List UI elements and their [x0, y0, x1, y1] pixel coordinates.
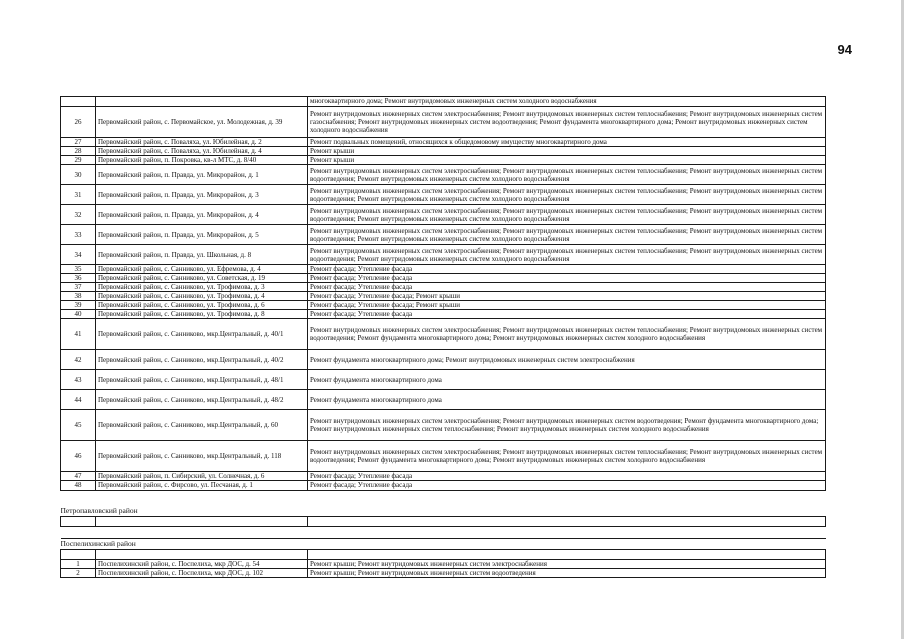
address-cell: Первомайский район, п. Правда, ул. Микрорайон, д. 3: [96, 185, 308, 205]
address-cell: Первомайский район, п. Правда, ул. Микрорайон, д. 4: [96, 205, 308, 225]
row-number-cell: 39: [61, 301, 96, 310]
row-number-cell: 35: [61, 265, 96, 274]
address-cell: Первомайский район, с. Санниково, мкр.Центральный, д. 48/2: [96, 390, 308, 410]
row-number-cell: 1: [61, 559, 96, 568]
row-number-cell: [61, 97, 96, 107]
blank-cell: [308, 549, 826, 559]
work-cell: Ремонт крыши: [308, 156, 826, 165]
table-row: [61, 390, 826, 410]
work-cell: многоквартирного дома; Ремонт внутридомовых инженерных систем холодного водоснабжения: [308, 97, 826, 107]
address-cell: Первомайский район, с. Санниково, мкр.Центральный, д. 40/1: [96, 319, 308, 350]
address-cell: Первомайский район, п. Покровка, кв-л МТС, д. 8/40: [96, 156, 308, 165]
table-row: [61, 472, 826, 481]
table-row: [61, 165, 826, 185]
table-row: [61, 310, 826, 319]
work-cell: Ремонт внутридомовых инженерных систем электроснабжения; Ремонт внутридомовых инженерных систем теплоснабжения; Ремонт внутридомовых инженерных систем водоотведения; Ремонт фундамента многоквартирного дома; Ремонт внутридомовых инженерных систем холодного водоснабжения: [308, 441, 826, 472]
table-row: [61, 283, 826, 292]
address-cell: Первомайский район, с. Санниково, ул. Трофимова, д. 8: [96, 310, 308, 319]
gap-row: [61, 526, 826, 538]
table-row: [61, 107, 826, 138]
blank-row: [61, 549, 826, 559]
address-cell: Первомайский район, п. Правда, ул. Школьная, д. 8: [96, 245, 308, 265]
table-row: [61, 292, 826, 301]
table-row: [61, 185, 826, 205]
work-cell: Ремонт фундамента многоквартирного дома; Ремонт внутридомовых инженерных систем электроснабжения: [308, 350, 826, 370]
work-cell: Ремонт внутридомовых инженерных систем электроснабжения; Ремонт внутридомовых инженерных систем теплоснабжения; Ремонт внутридомовых инженерных систем водоотведения; Ремонт фундамента многоквартирного дома; Ремонт внутридомовых инженерных систем холодного водоснабжения: [308, 319, 826, 350]
address-cell: [96, 97, 308, 107]
address-cell: Первомайский район, п. Правда, ул. Микрорайон, д. 5: [96, 225, 308, 245]
work-cell: Ремонт фасада; Утепление фасада: [308, 274, 826, 283]
table-row: [61, 147, 826, 156]
row-number-cell: 37: [61, 283, 96, 292]
page-number: 94: [837, 42, 852, 57]
work-cell: Ремонт подвальных помещений, относящихся к общедомовому имуществу многоквартирного дома: [308, 138, 826, 147]
work-cell: Ремонт внутридомовых инженерных систем электроснабжения; Ремонт внутридомовых инженерных систем теплоснабжения; Ремонт внутридомовых инженерных систем водоотведения; Ремонт внутридомовых инженерных систем холодного водоснабжения: [308, 245, 826, 265]
row-number-cell: 46: [61, 441, 96, 472]
repair-table: [60, 96, 826, 578]
address-cell: Первомайский район, с. Санниково, ул. Ефремова, д. 4: [96, 265, 308, 274]
table-row: [61, 350, 826, 370]
section-row: [61, 490, 826, 516]
work-cell: Ремонт крыши; Ремонт внутридомовых инженерных систем водоотведения: [308, 568, 826, 577]
work-cell: Ремонт внутридомовых инженерных систем электроснабжения; Ремонт внутридомовых инженерных систем теплоснабжения; Ремонт внутридомовых инженерных систем водоотведения; Ремонт внутридомовых инженерных систем холодного водоснабжения: [308, 225, 826, 245]
table-row: [61, 205, 826, 225]
work-cell: Ремонт внутридомовых инженерных систем электроснабжения; Ремонт внутридомовых инженерных систем теплоснабжения; Ремонт внутридомовых инженерных систем водоотведения; Ремонт внутридомовых инженерных систем холодного водоснабжения: [308, 205, 826, 225]
row-number-cell: 44: [61, 390, 96, 410]
work-cell: Ремонт крыши; Ремонт внутридомовых инженерных систем электроснабжения: [308, 559, 826, 568]
address-cell: Первомайский район, с. Санниково, ул. Трофимова, д. 4: [96, 292, 308, 301]
table-row: [61, 370, 826, 390]
row-number-cell: 27: [61, 138, 96, 147]
row-number-cell: 45: [61, 410, 96, 441]
address-cell: Первомайский район, с. Санниково, мкр.Центральный, д. 60: [96, 410, 308, 441]
work-cell: Ремонт фасада; Утепление фасада; Ремонт крыши: [308, 292, 826, 301]
address-cell: Поспелихинский район, с. Поспелиха, мкр ДОС, д. 102: [96, 568, 308, 577]
work-cell: Ремонт фасада; Утепление фасада: [308, 265, 826, 274]
address-cell: Поспелихинский район, с. Поспелиха, мкр ДОС, д. 54: [96, 559, 308, 568]
table-row: [61, 410, 826, 441]
work-cell: Ремонт внутридомовых инженерных систем электроснабжения; Ремонт внутридомовых инженерных систем теплоснабжения; Ремонт внутридомовых инженерных систем водоотведения; Ремонт внутридомовых инженерных систем холодного водоснабжения: [308, 165, 826, 185]
row-number-cell: 32: [61, 205, 96, 225]
address-cell: Первомайский район, п. Сибирский, ул. Солнечная, д. 6: [96, 472, 308, 481]
address-cell: Первомайский район, с. Поваляха, ул. Юбилейная, д. 4: [96, 147, 308, 156]
work-cell: Ремонт крыши: [308, 147, 826, 156]
row-number-cell: 31: [61, 185, 96, 205]
work-cell: Ремонт фундамента многоквартирного дома: [308, 370, 826, 390]
work-cell: Ремонт фасада; Утепление фасада: [308, 481, 826, 490]
work-cell: Ремонт фасада; Утепление фасада: [308, 310, 826, 319]
pospelikha-table-body: [61, 559, 826, 577]
blank-cell: [61, 549, 96, 559]
row-number-cell: 26: [61, 107, 96, 138]
table-row: [61, 319, 826, 350]
row-number-cell: 33: [61, 225, 96, 245]
table-row: [61, 138, 826, 147]
blank-cell: [61, 516, 96, 526]
gap-cell: [61, 526, 826, 538]
blank-cell: [308, 516, 826, 526]
row-number-cell: 28: [61, 147, 96, 156]
work-cell: Ремонт внутридомовых инженерных систем электроснабжения; Ремонт внутридомовых инженерных систем теплоснабжения; Ремонт внутридомовых инженерных систем газоснабжения; Ремонт внутридомовых инженерных систем водоотведения; Ремонт фундамента многоквартирного дома; Ремонт внутридомовых инженерных систем холодного водоснабжения: [308, 107, 826, 138]
row-number-cell: 30: [61, 165, 96, 185]
table-row: [61, 274, 826, 283]
table-row: [61, 156, 826, 165]
blank-cell: [96, 549, 308, 559]
blank-row: [61, 516, 826, 526]
table-row: [61, 225, 826, 245]
section-petropavlovsky: [61, 490, 826, 559]
row-number-cell: 43: [61, 370, 96, 390]
blank-cell: [96, 516, 308, 526]
section-title: Поспелихинский район: [61, 538, 826, 549]
table-row: [61, 265, 826, 274]
work-cell: Ремонт внутридомовых инженерных систем электроснабжения; Ремонт внутридомовых инженерных систем теплоснабжения; Ремонт внутридомовых инженерных систем водоотведения; Ремонт внутридомовых инженерных систем холодного водоснабжения: [308, 185, 826, 205]
address-cell: Первомайский район, с. Санниково, ул. Трофимова, д. 6: [96, 301, 308, 310]
address-cell: Первомайский район, с. Санниково, мкр.Центральный, д. 48/1: [96, 370, 308, 390]
address-cell: Первомайский район, с. Санниково, ул. Советская, д. 19: [96, 274, 308, 283]
row-number-cell: 41: [61, 319, 96, 350]
address-cell: Первомайский район, с. Санниково, ул. Трофимова, д. 3: [96, 283, 308, 292]
address-cell: Первомайский район, с. Фирсово, ул. Песчаная, д. 1: [96, 481, 308, 490]
table-row: [61, 559, 826, 568]
row-number-cell: 34: [61, 245, 96, 265]
work-cell: Ремонт фасада; Утепление фасада: [308, 283, 826, 292]
address-cell: Первомайский район, с. Первомайское, ул. Молодежная, д. 39: [96, 107, 308, 138]
row-number-cell: 38: [61, 292, 96, 301]
main-table-body: [61, 97, 826, 491]
section-row: [61, 538, 826, 549]
work-cell: Ремонт внутридомовых инженерных систем электроснабжения; Ремонт внутридомовых инженерных систем водоотведения; Ремонт фундамента многоквартирного дома; Ремонт внутридомовых инженерных систем теплоснабжения; Ремонт внутридомовых инженерных систем холодного водоснабжения: [308, 410, 826, 441]
work-cell: Ремонт фундамента многоквартирного дома: [308, 390, 826, 410]
table-row: [61, 568, 826, 577]
work-cell: Ремонт фасада; Утепление фасада; Ремонт крыши: [308, 301, 826, 310]
table-row: [61, 301, 826, 310]
address-cell: Первомайский район, п. Правда, ул. Микрорайон, д. 1: [96, 165, 308, 185]
table-row: [61, 245, 826, 265]
section-title: Петропавловский район: [61, 490, 826, 516]
table-row: [61, 97, 826, 107]
row-number-cell: 47: [61, 472, 96, 481]
row-number-cell: 40: [61, 310, 96, 319]
row-number-cell: 36: [61, 274, 96, 283]
table-row: [61, 481, 826, 490]
address-cell: Первомайский район, с. Санниково, мкр.Центральный, д. 118: [96, 441, 308, 472]
row-number-cell: 2: [61, 568, 96, 577]
row-number-cell: 48: [61, 481, 96, 490]
address-cell: Первомайский район, с. Поваляха, ул. Юбилейная, д. 2: [96, 138, 308, 147]
row-number-cell: 42: [61, 350, 96, 370]
table-row: [61, 441, 826, 472]
address-cell: Первомайский район, с. Санниково, мкр.Центральный, д. 40/2: [96, 350, 308, 370]
work-cell: Ремонт фасада; Утепление фасада: [308, 472, 826, 481]
row-number-cell: 29: [61, 156, 96, 165]
